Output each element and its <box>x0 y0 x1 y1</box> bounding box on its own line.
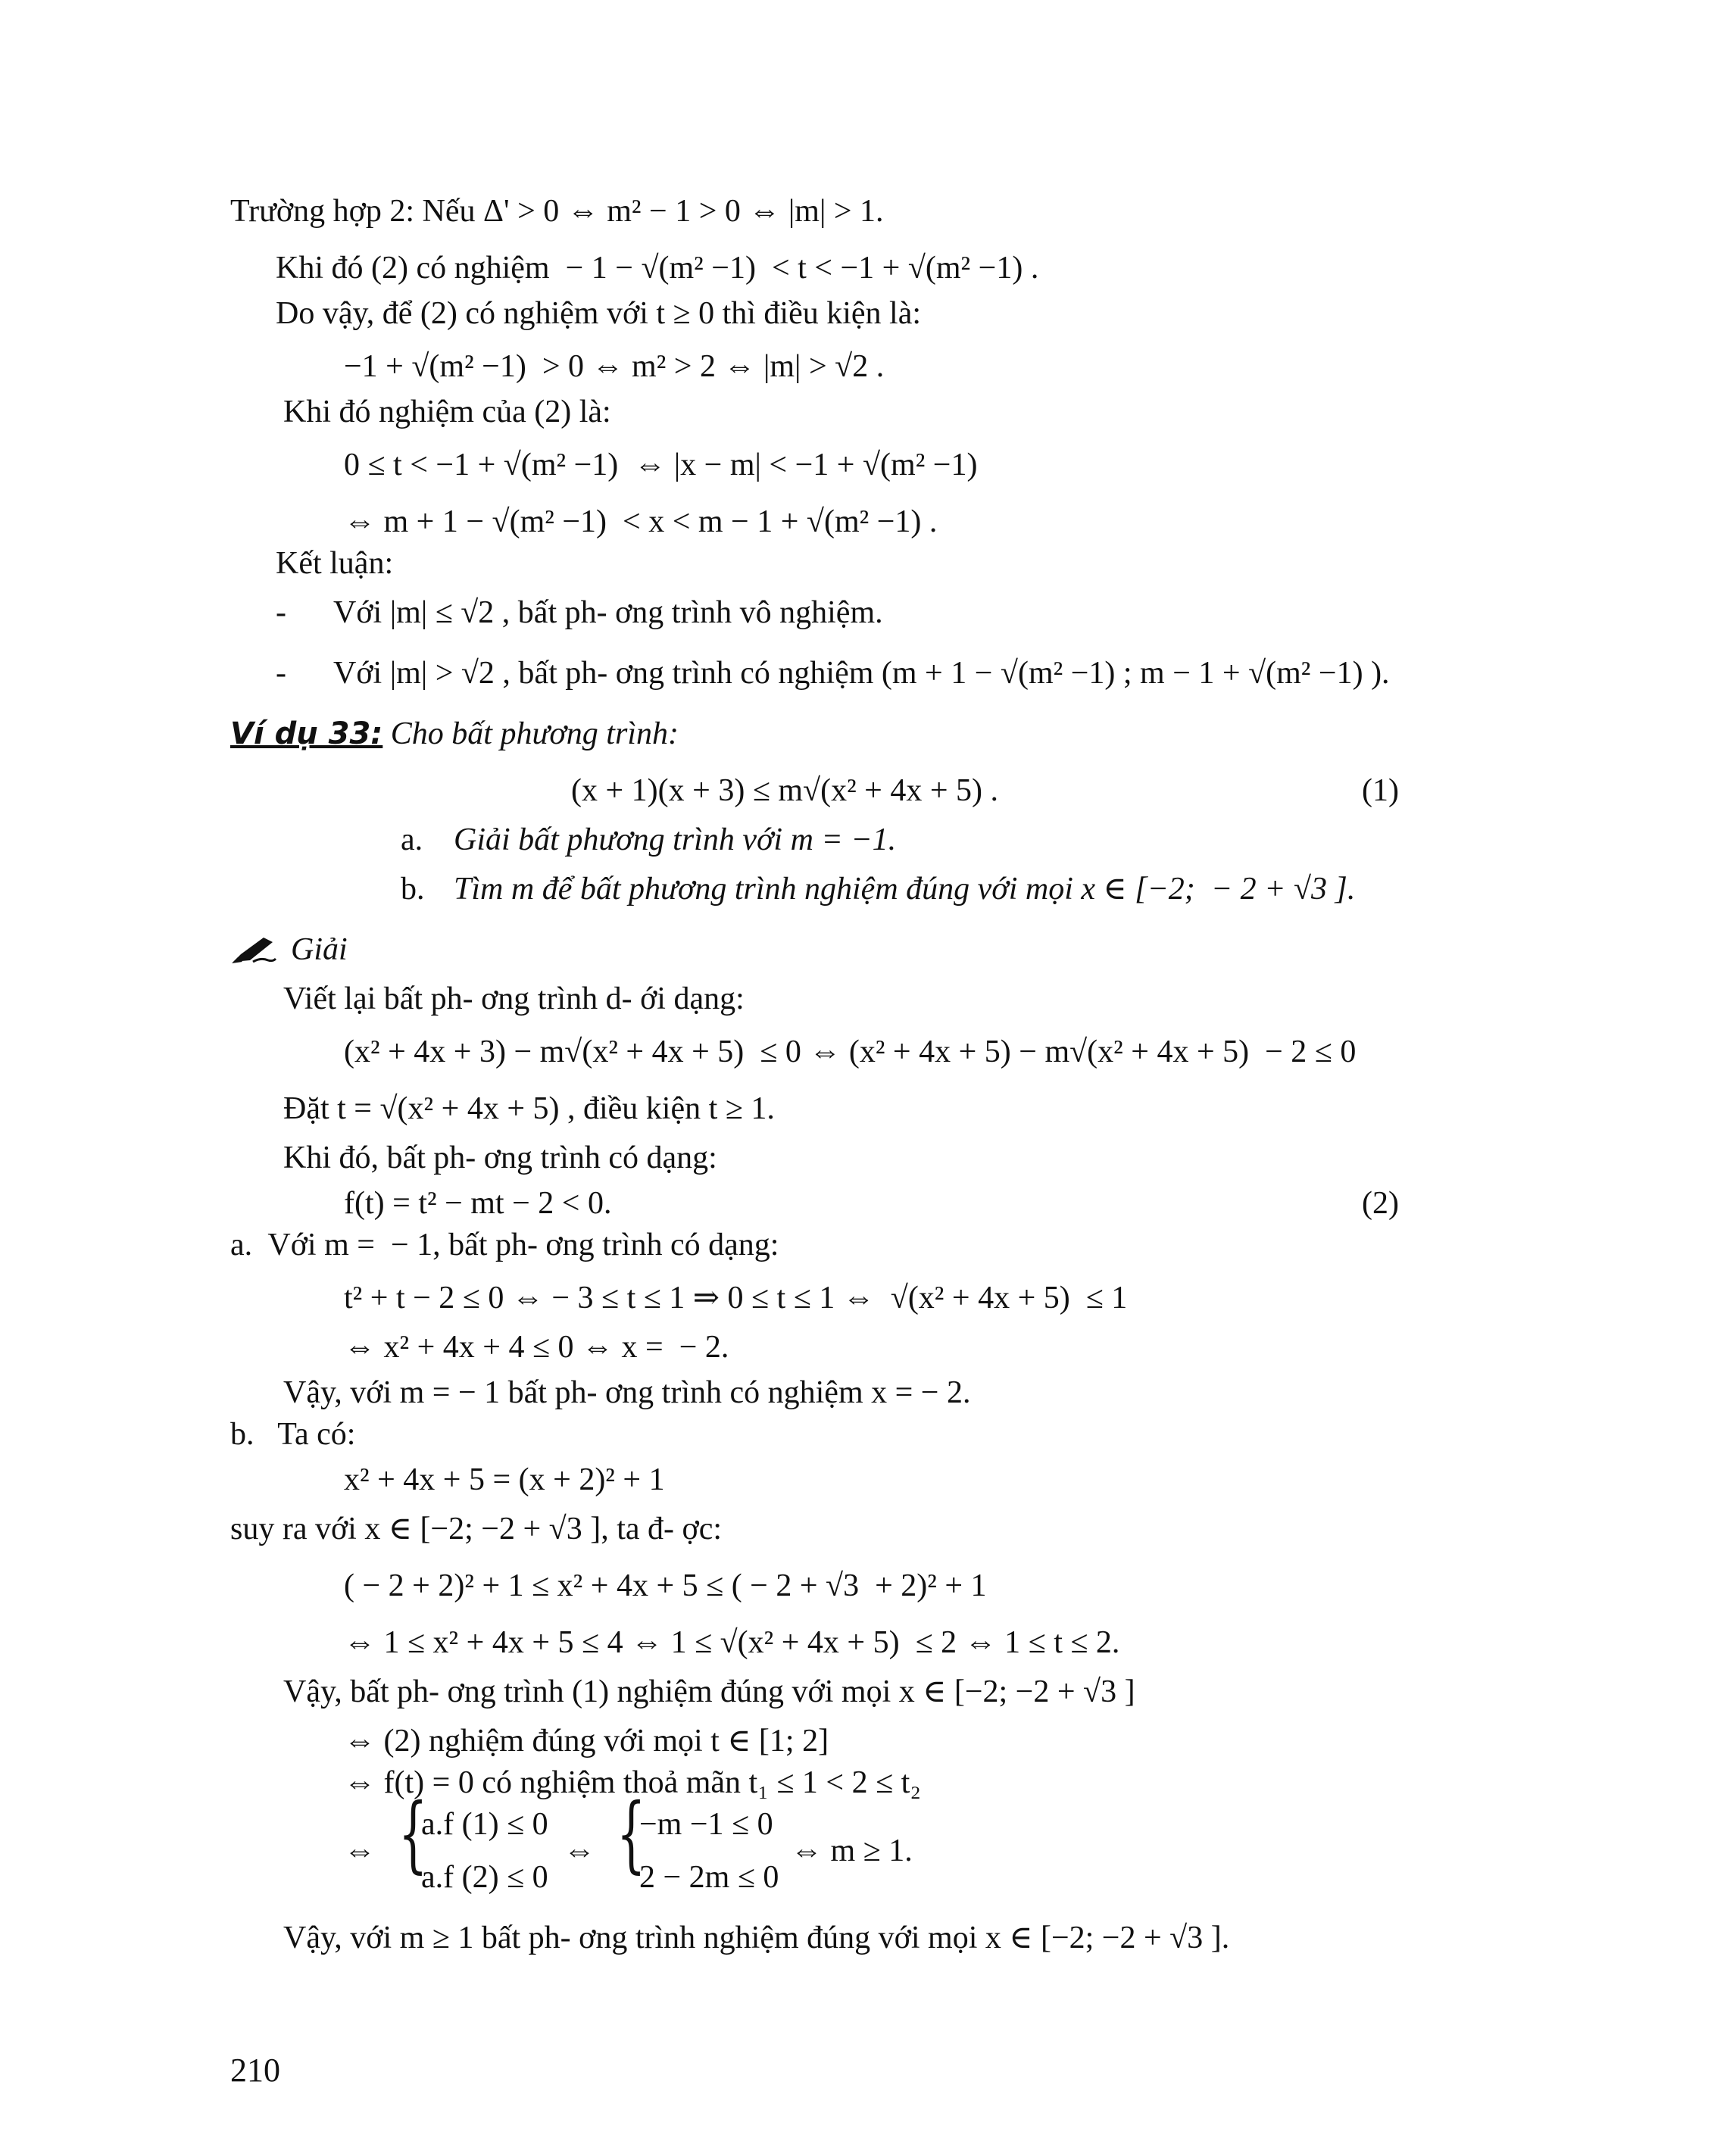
text-line: Do vậy, để (2) có nghiệm với t ≥ 0 thì điều kiện là: <box>276 296 922 331</box>
solution-label: Giải <box>291 932 348 967</box>
part-b-equivalence-1 <box>283 1673 1135 1711</box>
equation-number-1: (1) <box>1362 773 1399 808</box>
math-line: ⇔ 1 ≤ x² + 4x + 5 ≤ 4 ⇔ 1 ≤ √(x² + 4x + 5) ≤ 2 ⇔ 1 ≤ t ≤ 2. <box>344 1625 1120 1660</box>
pencil-writing-icon <box>230 935 277 965</box>
text-line: Với |m| > √2 , bất ph- ơng trình có nghiệm (m + 1 − √(m² −1) ; m − 1 + √(m² −1) ). <box>333 656 1390 691</box>
text-line: Khi đó nghiệm của (2) là: <box>283 395 611 429</box>
part-b-identity <box>344 1461 665 1499</box>
system-2-row-1: −m −1 ≤ 0 <box>639 1807 773 1842</box>
text-line: Với |m| ≤ √2 , bất ph- ơng trình vô nghiệm. <box>333 595 883 630</box>
solution-equation-2 <box>344 503 937 541</box>
part-a-equation-1 <box>344 1279 1127 1317</box>
new-form-intro <box>283 1139 717 1177</box>
math-line: 0 ≤ t < −1 + √(m² −1) ⇔ |x − m| < −1 + √(m² −1) <box>344 448 978 482</box>
function-definition <box>344 1184 611 1222</box>
solution-interval-line <box>276 249 1038 287</box>
text-line: Khi đó, bất ph- ơng trình có dạng: <box>283 1141 717 1175</box>
text-line: suy ra với x ∈ [−2; −2 + √3 ], ta đ- ợc: <box>230 1512 723 1546</box>
page-number: 210 <box>230 2052 280 2089</box>
part-b-equivalence-2 <box>344 1722 829 1760</box>
text-line: Đặt t = √(x² + 4x + 5) , điều kiện t ≥ 1. <box>283 1091 775 1126</box>
brace-left-2: { <box>617 1785 646 1882</box>
math-line: (x + 1)(x + 3) ≤ m√(x² + 4x + 5) . <box>571 773 999 808</box>
math-line: ( − 2 + 2)² + 1 ≤ x² + 4x + 5 ≤ ( − 2 + √3 + 2)² + 1 <box>344 1568 987 1603</box>
task-text: Tìm m để bất phương trình nghiệm đúng với mọi x ∈ [−2; − 2 + √3 ]. <box>454 872 1356 907</box>
example-prompt: Cho bất phương trình: <box>382 716 679 751</box>
condition-line <box>276 295 921 332</box>
equation-number-2: (2) <box>1362 1186 1399 1221</box>
solution-equation-1 <box>344 446 977 484</box>
math-line: ⇔ x² + 4x + 4 ≤ 0 ⇔ x = − 2. <box>344 1330 729 1365</box>
condition-equation <box>344 348 884 385</box>
part-a-solution <box>230 1226 779 1264</box>
math-line: ⇔ m + 1 − √(m² −1) < x < m − 1 + √(m² −1) . <box>344 504 938 539</box>
text-line: b. Ta có: <box>230 1417 356 1452</box>
substitution-line <box>283 1090 775 1128</box>
part-b-task <box>454 870 1355 908</box>
part-b-solution <box>230 1415 355 1453</box>
part-b-bounds-2 <box>344 1624 1119 1662</box>
part-b-label <box>401 870 425 908</box>
case-2-line <box>230 192 884 230</box>
math-line: t² + t − 2 ≤ 0 ⇔ − 3 ≤ t ≤ 1 ⇒ 0 ≤ t ≤ 1 ⇔ √(x² + 4x + 5) ≤ 1 <box>344 1281 1128 1315</box>
bullet-dash: - <box>276 595 286 630</box>
task-text: Giải bất phương trình với m = −1. <box>454 822 897 857</box>
text-line: Vậy, với m ≥ 1 bất ph- ơng trình nghiệm đúng với mọi x ∈ [−2; −2 + √3 ]. <box>283 1921 1230 1955</box>
part-a-task <box>454 821 896 859</box>
part-a-label <box>401 821 423 859</box>
part-a-equation-2 <box>344 1328 729 1366</box>
conclusion-item-2 <box>276 654 286 692</box>
part-b-range-intro <box>230 1510 722 1548</box>
part-a-conclusion <box>283 1374 971 1412</box>
system-2-row-2: 2 − 2m ≤ 0 <box>639 1860 779 1895</box>
part-b-bounds <box>344 1567 987 1605</box>
math-line: −1 + √(m² −1) > 0 ⇔ m² > 2 ⇔ |m| > √2 . <box>344 349 885 384</box>
conclusion-item-1-text <box>333 594 883 632</box>
math-line: ⇔ f(t) = 0 có nghiệm thoả mãn t₁ ≤ 1 < 2 ≤ t₂ <box>344 1765 921 1800</box>
brace-left-1: { <box>398 1785 428 1882</box>
case-2-text: Trường hợp 2: Nếu Δ' > 0 ⇔ m² − 1 > 0 ⇔ |m| > 1. <box>230 194 884 229</box>
text-line: a. Với m = − 1, bất ph- ơng trình có dạng: <box>230 1228 779 1262</box>
rewrite-equation <box>344 1033 1356 1071</box>
system-1-row-2: a.f (2) ≤ 0 <box>421 1860 548 1895</box>
part-letter: b. <box>401 872 425 907</box>
text-line: Kết luận: <box>276 546 394 581</box>
text-line: Viết lại bất ph- ơng trình d- ới dạng: <box>283 981 745 1016</box>
system-result: ⇔ m ≥ 1. <box>791 1833 913 1868</box>
math-line: (x² + 4x + 3) − m√(x² + 4x + 5) ≤ 0 ⇔ (x² + 4x + 5) − m√(x² + 4x + 5) − 2 ≤ 0 <box>344 1034 1357 1069</box>
rewrite-intro <box>283 980 745 1018</box>
system-equiv-2: ⇔ <box>564 1833 595 1868</box>
math-line: ⇔ (2) nghiệm đúng với mọi t ∈ [1; 2] <box>344 1724 829 1758</box>
conclusion-item-2-text <box>333 654 1390 692</box>
math-line: x² + 4x + 5 = (x + 2)² + 1 <box>344 1462 665 1497</box>
solution-intro <box>283 393 611 431</box>
example-33-heading <box>230 715 679 753</box>
math-line: f(t) = t² − mt − 2 < 0. <box>344 1186 612 1221</box>
final-conclusion <box>283 1919 1229 1957</box>
conclusion-heading <box>276 545 393 582</box>
text-line: Khi đó (2) có nghiệm − 1 − √(m² −1) < t < −1 + √(m² −1) . <box>276 251 1039 286</box>
conclusion-item-1 <box>276 594 286 632</box>
solution-heading <box>230 931 348 969</box>
system-equiv-1: ⇔ <box>344 1833 376 1868</box>
part-letter: a. <box>401 822 423 857</box>
inequality-1 <box>571 772 998 810</box>
system-1-row-1: a.f (1) ≤ 0 <box>421 1807 548 1842</box>
example-label: Ví dụ 33: <box>230 716 383 751</box>
text-line: Vậy, với m = − 1 bất ph- ơng trình có nghiệm x = − 2. <box>283 1375 971 1410</box>
bullet-dash: - <box>276 656 286 691</box>
text-line: Vậy, bất ph- ơng trình (1) nghiệm đúng với mọi x ∈ [−2; −2 + √3 ] <box>283 1674 1135 1709</box>
